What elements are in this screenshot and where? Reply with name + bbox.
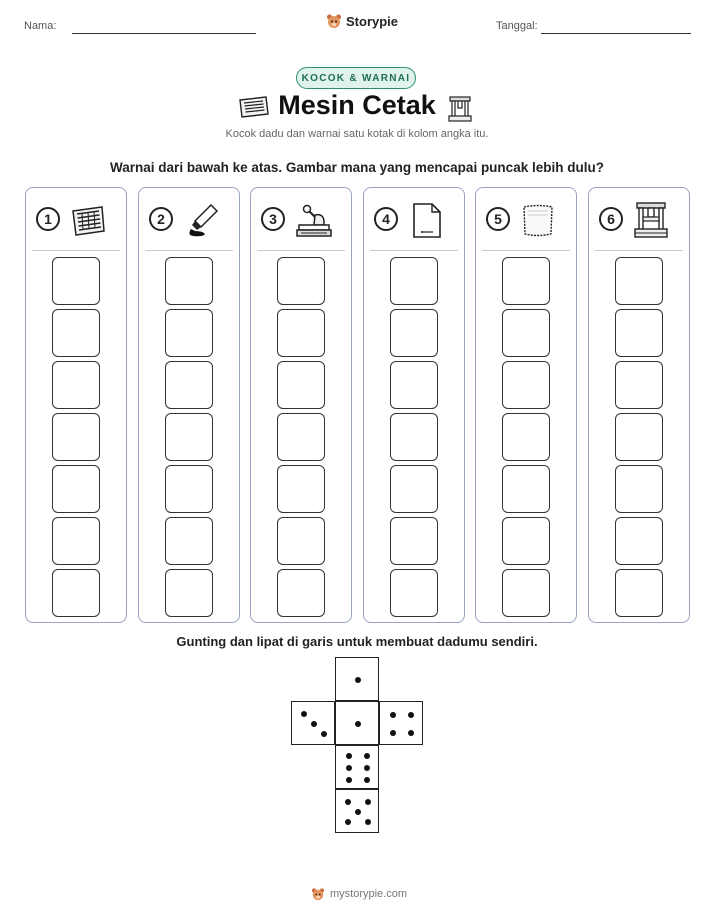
stamp-press-icon: [293, 201, 333, 239]
dice-face-3: [291, 701, 335, 745]
dice-pip: [390, 730, 396, 736]
color-box[interactable]: [52, 257, 100, 305]
color-box[interactable]: [52, 569, 100, 617]
color-box[interactable]: [502, 413, 550, 461]
dice-pip: [355, 721, 361, 727]
dice-face-1: [335, 657, 379, 701]
color-box[interactable]: [390, 361, 438, 409]
dice-pip: [346, 777, 352, 783]
date-line[interactable]: [541, 33, 691, 34]
printing-press-icon: [446, 94, 474, 124]
dice-pip: [364, 777, 370, 783]
column-2: [138, 187, 240, 623]
column-number: 4: [374, 207, 398, 231]
color-box[interactable]: [502, 257, 550, 305]
color-box[interactable]: [615, 361, 663, 409]
color-box[interactable]: [390, 257, 438, 305]
dice-pip: [364, 765, 370, 771]
ink-tube-icon: [181, 201, 221, 239]
dice-pip: [390, 712, 396, 718]
column-header: [251, 188, 351, 251]
color-box[interactable]: [277, 257, 325, 305]
dice-pip: [321, 731, 327, 737]
footer: [311, 887, 407, 901]
color-box[interactable]: [165, 361, 213, 409]
column-divider: [145, 250, 233, 251]
dice-pip: [408, 730, 414, 736]
brand-name: Storypie: [346, 13, 399, 29]
dice-pip: [365, 819, 371, 825]
dice-face-5: [335, 789, 379, 833]
brand-logo: [326, 13, 398, 29]
color-box[interactable]: [390, 517, 438, 565]
paper-sheet-icon: [406, 201, 446, 239]
color-box[interactable]: [52, 465, 100, 513]
column-number: 5: [486, 207, 510, 231]
column-number: 1: [36, 207, 60, 231]
dice-pip: [408, 712, 414, 718]
subtitle: Kocok dadu dan warnai satu kotak di kolom angka itu.: [225, 128, 489, 140]
dice-pip: [345, 799, 351, 805]
color-box[interactable]: [615, 257, 663, 305]
dice-pip: [345, 819, 351, 825]
column-header: [26, 188, 126, 251]
bear-logo-icon: [311, 887, 325, 901]
dice-pip: [365, 799, 371, 805]
column-4: [363, 187, 465, 623]
dice-pip: [355, 809, 361, 815]
dice-pip: [301, 711, 307, 717]
name-line[interactable]: [72, 33, 256, 34]
dice-pip: [346, 765, 352, 771]
printing-press-icon: [631, 201, 671, 239]
column-number: 6: [599, 207, 623, 231]
color-box[interactable]: [165, 517, 213, 565]
color-box[interactable]: [165, 413, 213, 461]
color-box[interactable]: [165, 309, 213, 357]
color-box[interactable]: [165, 257, 213, 305]
color-box[interactable]: [615, 465, 663, 513]
color-box[interactable]: [390, 309, 438, 357]
color-box[interactable]: [615, 309, 663, 357]
color-box[interactable]: [277, 517, 325, 565]
bear-logo-icon: [326, 13, 342, 29]
column-header: [476, 188, 576, 251]
color-box[interactable]: [52, 361, 100, 409]
color-box[interactable]: [277, 309, 325, 357]
color-box[interactable]: [52, 517, 100, 565]
dice-face-1: [335, 701, 379, 745]
column-5: [475, 187, 577, 623]
date-label: Tanggal:: [496, 20, 538, 32]
dice-pip: [355, 677, 361, 683]
dice-pip: [346, 753, 352, 759]
column-divider: [257, 250, 345, 251]
instruction: Warnai dari bawah ke atas. Gambar mana yang mencapai puncak lebih dulu?: [110, 160, 604, 175]
color-box[interactable]: [52, 413, 100, 461]
column-6: [588, 187, 690, 623]
dice-face-6: [335, 745, 379, 789]
dice-instruction: Gunting dan lipat di garis untuk membuat dadumu sendiri.: [176, 634, 538, 649]
column-header: [364, 188, 464, 251]
name-label: Nama:: [24, 20, 57, 32]
footer-url[interactable]: mystorypie.com: [330, 888, 408, 900]
category-tag: KOCOK & WARNAI: [296, 67, 416, 89]
printing-plate-icon: [68, 201, 108, 239]
dice-pip: [311, 721, 317, 727]
color-box[interactable]: [615, 517, 663, 565]
page-title: Mesin Cetak: [278, 90, 436, 120]
column-header: [139, 188, 239, 251]
color-box[interactable]: [615, 569, 663, 617]
color-box[interactable]: [390, 465, 438, 513]
color-box[interactable]: [390, 413, 438, 461]
column-number: 2: [149, 207, 173, 231]
color-box[interactable]: [502, 465, 550, 513]
column-divider: [482, 250, 570, 251]
column-number: 3: [261, 207, 285, 231]
dice-face-4: [379, 701, 423, 745]
color-box[interactable]: [502, 569, 550, 617]
color-box[interactable]: [277, 465, 325, 513]
color-box[interactable]: [390, 569, 438, 617]
color-box[interactable]: [277, 569, 325, 617]
dice-pip: [364, 753, 370, 759]
color-box[interactable]: [165, 465, 213, 513]
column-header: [589, 188, 689, 251]
color-box[interactable]: [52, 309, 100, 357]
color-box[interactable]: [502, 361, 550, 409]
column-divider: [595, 250, 683, 251]
color-box[interactable]: [502, 517, 550, 565]
column-3: [250, 187, 352, 623]
column-1: [25, 187, 127, 623]
column-divider: [370, 250, 458, 251]
color-box[interactable]: [165, 569, 213, 617]
column-divider: [32, 250, 120, 251]
color-box[interactable]: [615, 413, 663, 461]
parchment-icon: [518, 201, 558, 239]
color-box[interactable]: [277, 413, 325, 461]
color-box[interactable]: [277, 361, 325, 409]
color-box[interactable]: [502, 309, 550, 357]
